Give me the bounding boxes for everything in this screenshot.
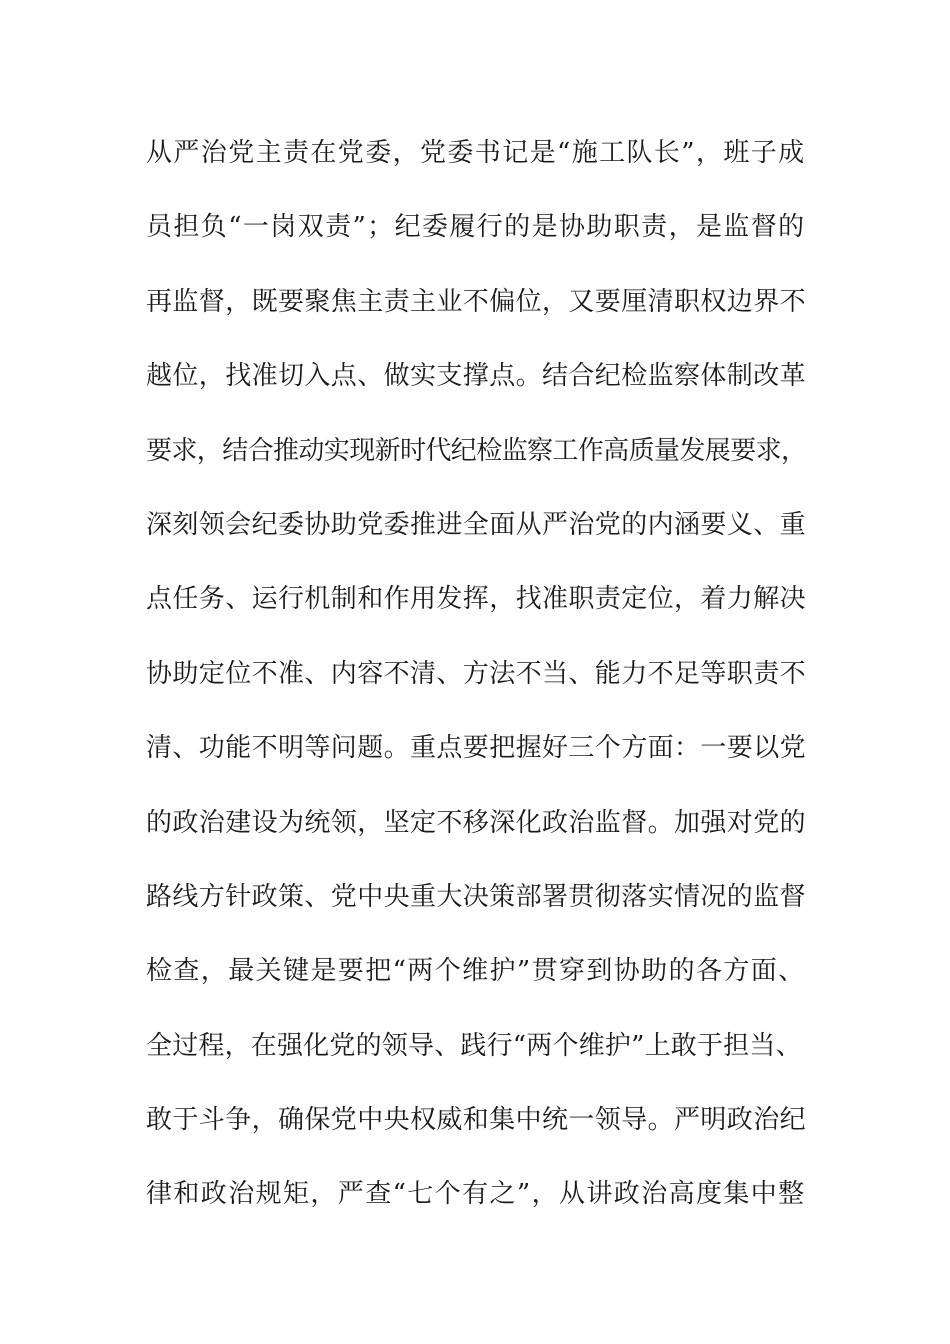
text-line: 协助定位不准、内容不清、方法不当、能力不足等职责不 [146,658,807,689]
text-line: 从严治党主责在党委，党委书记是“施工队长”，班子成 [146,138,806,168]
body-paragraph [146,131,806,1247]
text-line: 律和政治规矩，严查“七个有之”，从讲政治高度集中整 [146,1179,806,1210]
text-line: 路线方针政策、党中央重大决策部署贯彻落实情况的监督 [146,881,807,912]
text-line: 清、功能不明等问题。重点要把握好三个方面：一要以党 [146,733,807,764]
text-line: 全过程，在强化党的领导、践行“两个维护”上敢于担当、 [146,1030,802,1061]
text-line: 再监督，既要聚焦主责主业不偏位，又要厘清职权边界不 [146,286,807,317]
text-line: 员担负“一岗双责”；纪委履行的是协助职责，是监督的 [146,212,806,243]
text-line: 要求，结合推动实现新时代纪检监察工作高质量发展要求， [146,435,807,466]
text-line: 深刻领会纪委协助党委推进全面从严治党的内涵要义、重 [146,509,807,540]
text-line: 点任务、运行机制和作用发挥，找准职责定位，着力解决 [146,584,807,615]
text-line: 的政治建设为统领，坚定不移深化政治监督。加强对党的 [146,807,807,838]
text-line: 越位，找准切入点、做实支撑点。结合纪检监察体制改革 [146,361,807,392]
text-line: 检查，最关键是要把“两个维护”贯穿到协助的各方面、 [146,956,806,987]
text-line: 敢于斗争，确保党中央权威和集中统一领导。严明政治纪 [146,1105,807,1136]
